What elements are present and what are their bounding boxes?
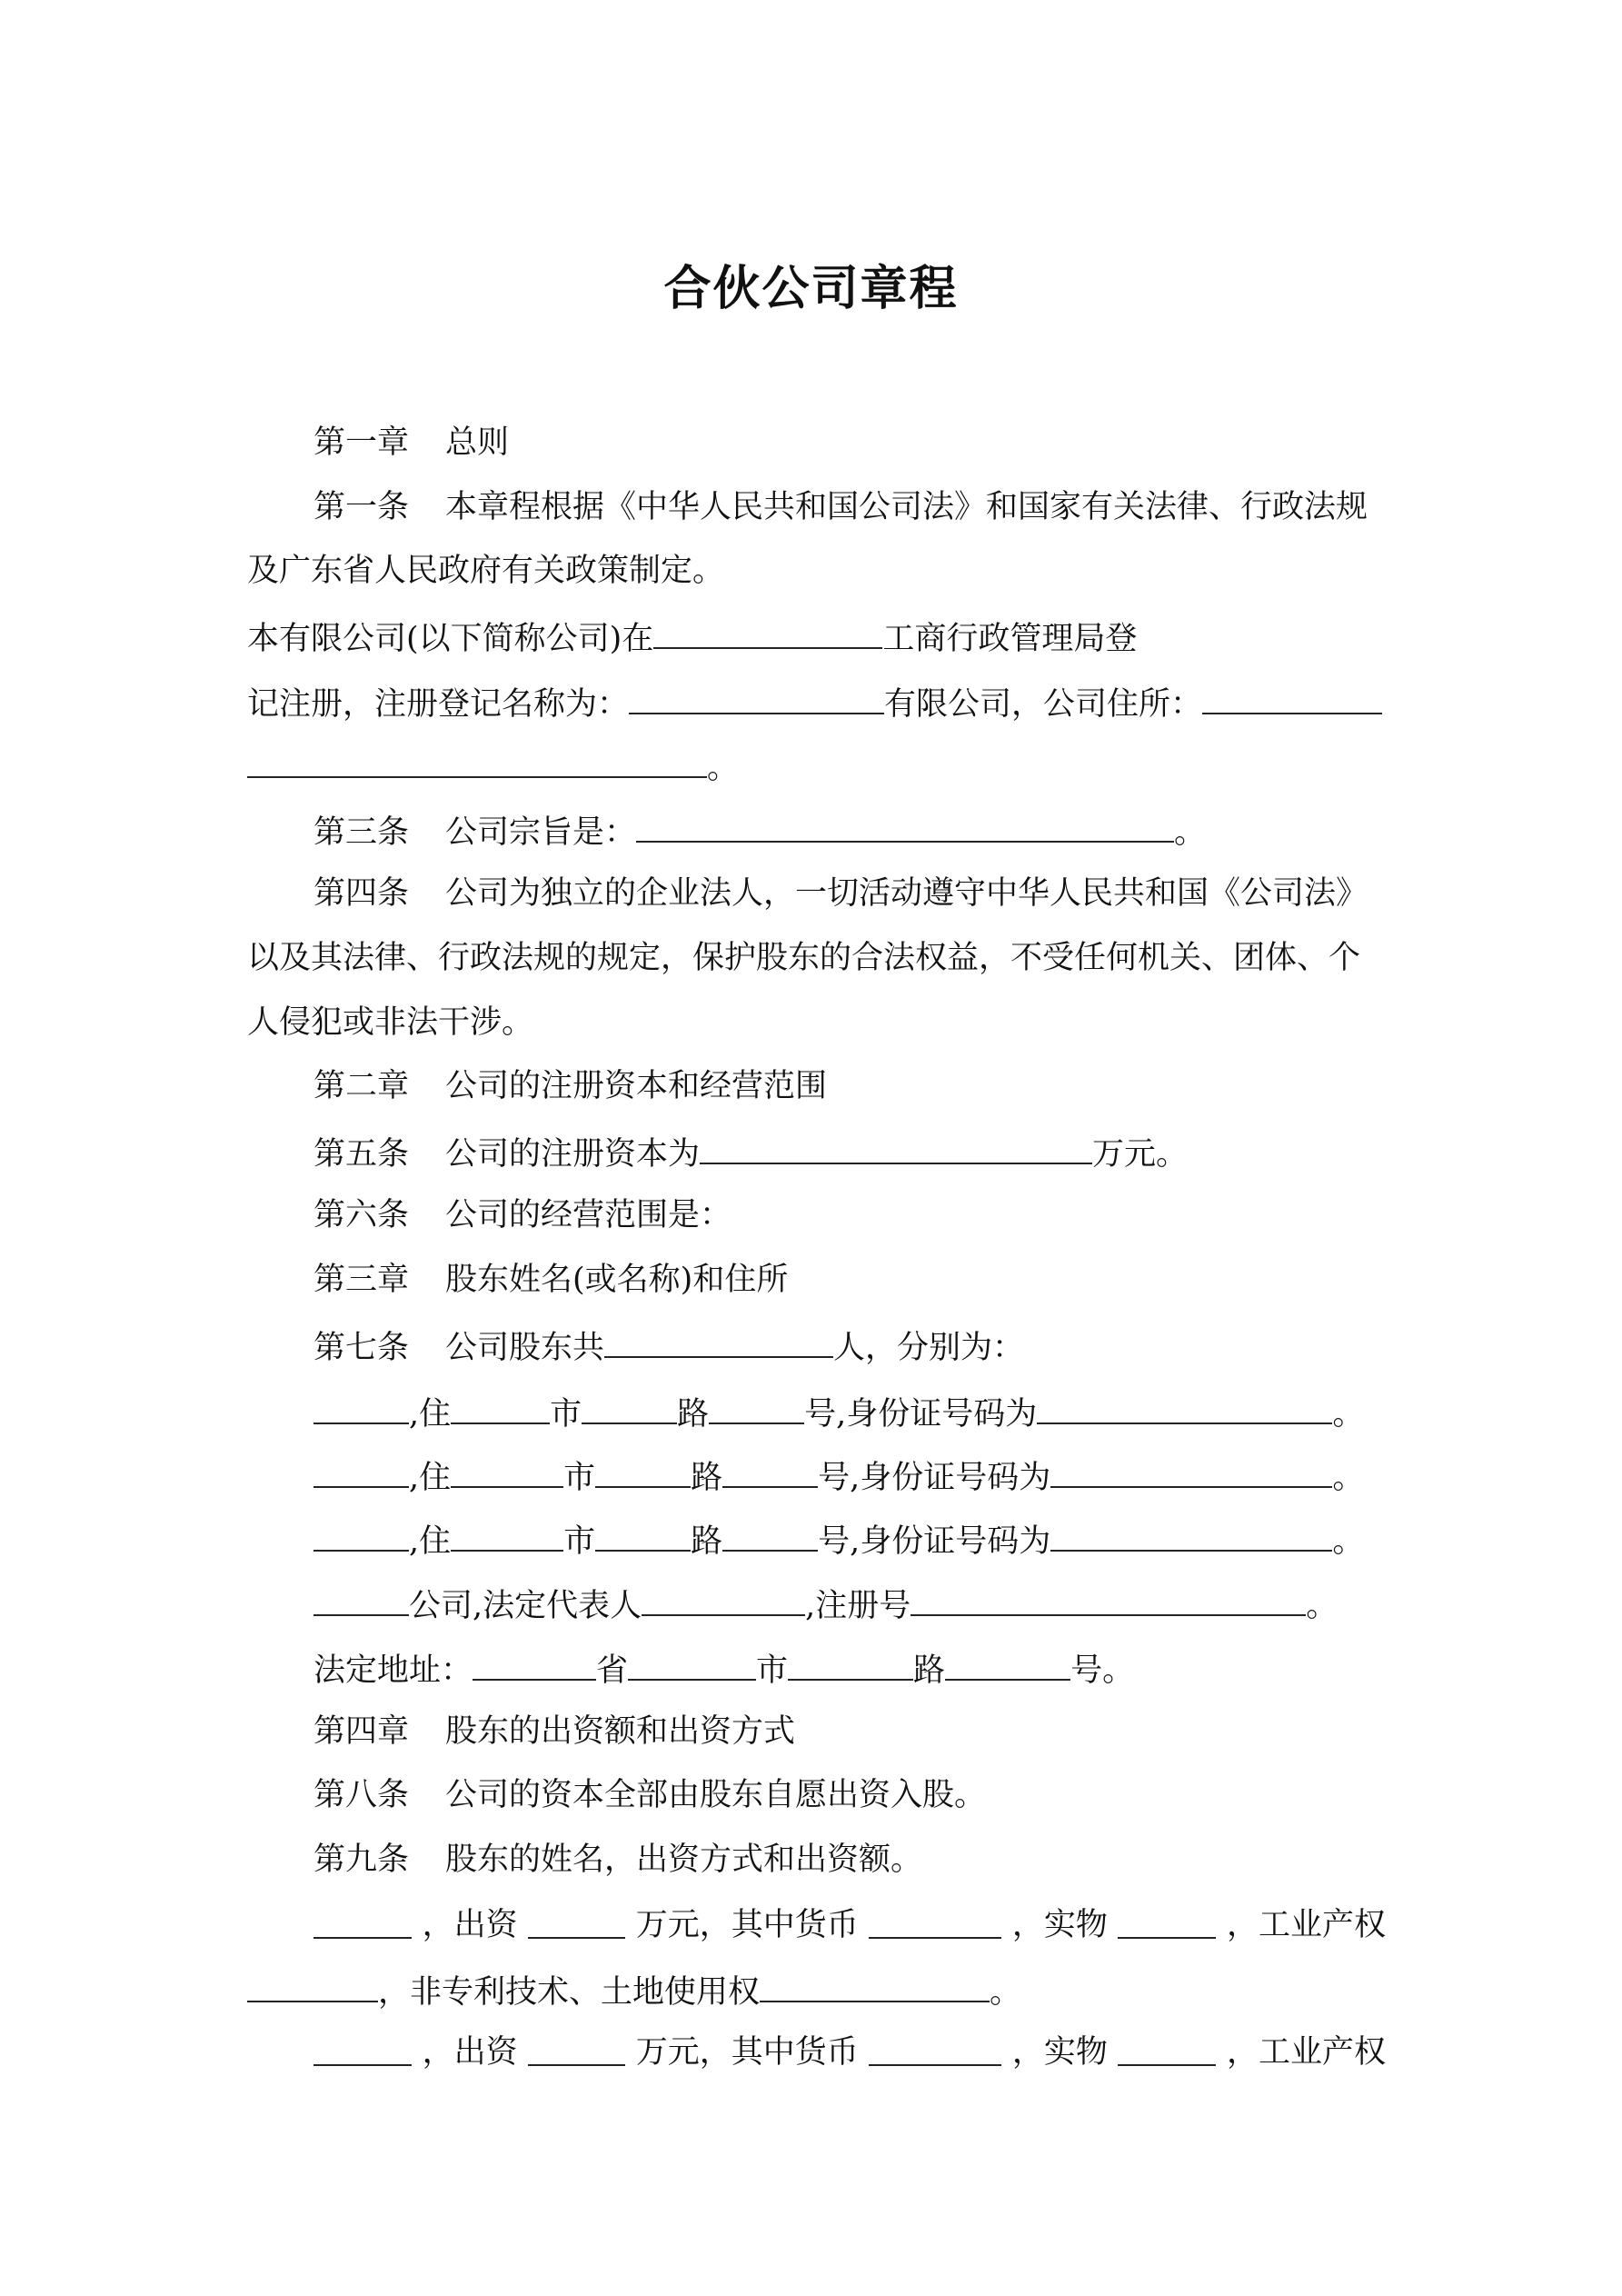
article-2-line-1: 本有限公司(以下简称公司)在 工商行政管理局登: [247, 613, 1137, 658]
blank-field[interactable]: [313, 1388, 409, 1424]
contribution-line-cont: ，非专利技术、土地使用权 。: [247, 1966, 1021, 2011]
blank-field[interactable]: [788, 1644, 913, 1681]
contribution-line: ，出资 万元，其中货币 ，实物 ，工业产权: [313, 2030, 1386, 2075]
blank-field[interactable]: [653, 613, 882, 649]
article-3: 第三条 公司宗旨是： 。: [313, 806, 1206, 852]
blank-field[interactable]: [722, 1515, 818, 1552]
blank-field[interactable]: [709, 1388, 804, 1424]
blank-field[interactable]: [722, 1452, 818, 1488]
blank-field[interactable]: [1050, 1452, 1332, 1488]
blank-field[interactable]: [247, 742, 707, 778]
blank-field[interactable]: [869, 2030, 1001, 2066]
blank-field[interactable]: [700, 1128, 1092, 1164]
blank-field[interactable]: [911, 1580, 1306, 1616]
blank-field[interactable]: [528, 1902, 625, 1939]
corporate-shareholder-line: 公司,法定代表人 ,注册号 。: [313, 1580, 1338, 1625]
legal-address-line: 法定地址： 省 市 路 号。: [313, 1644, 1134, 1690]
article-7: 第七条 公司股东共 人，分别为：: [313, 1322, 1024, 1367]
blank-field[interactable]: [451, 1388, 550, 1424]
chapter-1-heading: 第一章 总则: [313, 424, 510, 461]
blank-field[interactable]: [628, 1644, 756, 1681]
contribution-line: ，出资 万元，其中货币 ，实物 ，工业产权: [313, 1902, 1386, 1948]
blank-field[interactable]: [1050, 1515, 1332, 1552]
blank-field[interactable]: [595, 1515, 691, 1552]
blank-field[interactable]: [313, 1515, 409, 1552]
chapter-4-heading: 第四章 股东的出资额和出资方式: [313, 1713, 796, 1750]
shareholder-line: ,住 市 路 号,身份证号码为 。: [313, 1515, 1364, 1561]
blank-field[interactable]: [313, 1452, 409, 1488]
article-1-cont: 及广东省人民政府有关政策制定。: [247, 553, 725, 589]
blank-field[interactable]: [760, 1966, 990, 2002]
blank-field[interactable]: [451, 1515, 563, 1552]
blank-field[interactable]: [1202, 678, 1382, 714]
chapter-3-heading: 第三章 股东姓名(或名称)和住所: [313, 1262, 789, 1298]
blank-field[interactable]: [582, 1388, 677, 1424]
article-8: 第八条 公司的资本全部由股东自愿出资入股。: [313, 1777, 987, 1813]
blank-field[interactable]: [642, 1580, 805, 1616]
blank-field[interactable]: [595, 1452, 691, 1488]
article-1: 第一条 本章程根据《中华人民共和国公司法》和国家有关法律、行政法规: [313, 489, 1368, 525]
blank-field[interactable]: [473, 1644, 596, 1681]
article-9: 第九条 股东的姓名，出资方式和出资额。: [313, 1842, 923, 1878]
blank-field[interactable]: [636, 806, 1174, 843]
article-4-cont-2: 人侵犯或非法干涉。: [247, 1004, 534, 1041]
blank-field[interactable]: [869, 1902, 1001, 1939]
article-2-line-3: 。: [247, 742, 739, 787]
chapter-2-heading: 第二章 公司的注册资本和经营范围: [313, 1068, 828, 1104]
blank-field[interactable]: [247, 1966, 378, 2002]
blank-field[interactable]: [1118, 1902, 1216, 1939]
article-4: 第四条 公司为独立的企业法人，一切活动遵守中华人民共和国《公司法》: [313, 875, 1368, 912]
blank-field[interactable]: [313, 2030, 412, 2066]
article-2-line-2: 记注册，注册登记名称为： 有限公司，公司住所：: [247, 678, 1382, 724]
blank-field[interactable]: [945, 1644, 1070, 1681]
blank-field[interactable]: [604, 1322, 833, 1358]
blank-field[interactable]: [629, 678, 884, 714]
shareholder-line: ,住 市 路 号,身份证号码为 。: [313, 1388, 1364, 1433]
document-title: 合伙公司章程: [663, 261, 959, 316]
article-4-cont: 以及其法律、行政法规的规定，保护股东的合法权益，不受任何机关、团体、个: [247, 940, 1361, 976]
blank-field[interactable]: [528, 2030, 625, 2066]
blank-field[interactable]: [1037, 1388, 1332, 1424]
article-5: 第五条 公司的注册资本为 万元。: [313, 1128, 1188, 1173]
shareholder-line: ,住 市 路 号,身份证号码为 。: [313, 1452, 1364, 1497]
blank-field[interactable]: [313, 1902, 412, 1939]
article-6: 第六条 公司的经营范围是：: [313, 1197, 732, 1233]
blank-field[interactable]: [451, 1452, 563, 1488]
blank-field[interactable]: [1118, 2030, 1216, 2066]
blank-field[interactable]: [313, 1580, 409, 1616]
